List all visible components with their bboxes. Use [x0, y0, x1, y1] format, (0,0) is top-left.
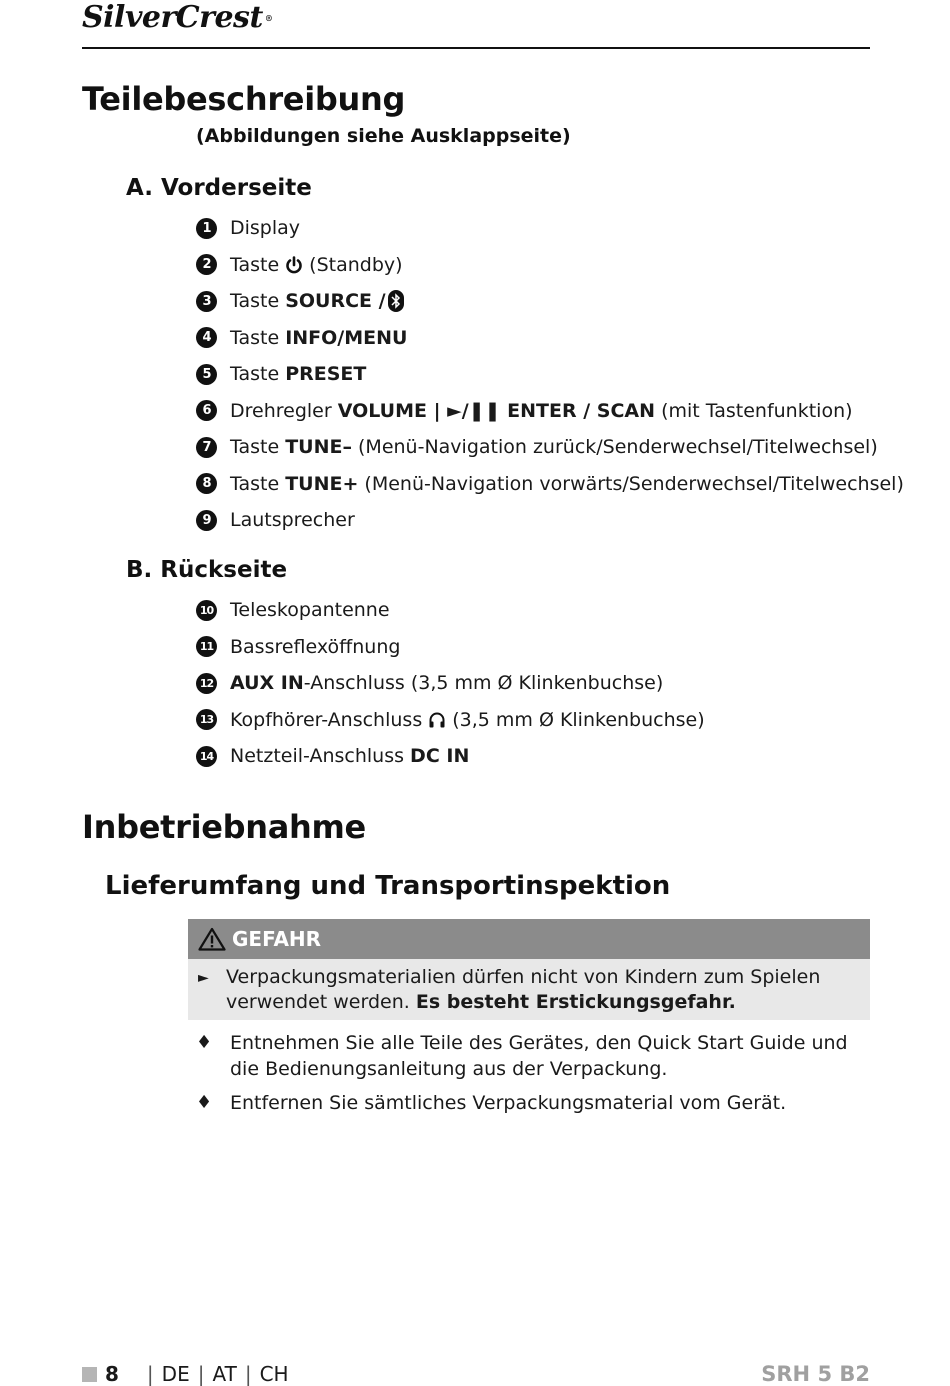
item-number: 1 [196, 218, 217, 239]
warning-emphasis: Es besteht Erstickungsgefahr. [415, 991, 736, 1013]
list-item [196, 738, 705, 775]
divider: | [244, 1362, 252, 1386]
item-text: Taste [230, 253, 280, 276]
model-number: SRH 5 B2 [761, 1362, 870, 1386]
list-item [196, 592, 705, 629]
item-bold: DC IN [410, 745, 470, 768]
page-marker-icon [82, 1367, 97, 1382]
item-text: Teleskopantenne [230, 599, 390, 622]
list-item [196, 702, 705, 739]
warning-label: GEFAHR [232, 927, 322, 951]
headphone-icon [428, 711, 446, 729]
item-bold: SOURCE / [285, 290, 386, 313]
front-heading: A. Vorderseite [126, 175, 312, 201]
item-number: 3 [196, 291, 217, 312]
item-text: Netzteil-Anschluss [230, 745, 411, 768]
item-text: Display [230, 217, 301, 240]
item-number: 12 [196, 673, 217, 694]
item-number: 10 [196, 600, 217, 621]
item-number: 2 [196, 254, 217, 275]
item-suffix: (Menü-Navigation vorwärts/Senderwechsel/Titelwechsel) [358, 472, 904, 495]
warning-text [226, 965, 860, 1020]
bluetooth-icon [388, 290, 404, 312]
item-number: 7 [196, 437, 217, 458]
list-item [196, 210, 904, 247]
item-number: 11 [196, 636, 217, 657]
item-number: 6 [196, 400, 217, 421]
back-parts-list [196, 592, 705, 775]
item-text: Drehregler [230, 399, 338, 422]
item-text: Kopfhörer-Anschluss [230, 708, 423, 731]
diamond-bullet-icon: ♦ [196, 1032, 213, 1053]
item-number: 5 [196, 364, 217, 385]
list-item [196, 247, 904, 284]
item-text: Taste [230, 290, 286, 313]
list-item [196, 502, 904, 539]
power-icon [285, 256, 303, 274]
item-text: Taste [230, 363, 286, 386]
item-suffix: -Anschluss (3,5 mm Ø Klinkenbuchse) [303, 672, 664, 695]
item-number: 4 [196, 327, 217, 348]
footer-page-info [82, 1362, 289, 1386]
brand-logo [82, 0, 272, 36]
warning-header [188, 919, 870, 959]
instruction-list [196, 1030, 876, 1124]
list-item [196, 356, 904, 393]
brand-name: SilverCrest [82, 0, 263, 35]
country-code: AT [212, 1362, 237, 1386]
item-bold: AUX IN [230, 672, 304, 695]
item-number: 9 [196, 510, 217, 531]
list-item [196, 665, 705, 702]
item-number: 8 [196, 473, 217, 494]
back-heading: B. Rückseite [126, 557, 288, 583]
list-item [196, 393, 904, 430]
list-item [196, 1030, 876, 1082]
item-bold: VOLUME | ►/❚❚ ENTER / SCAN [337, 399, 656, 422]
section-title-parts: Teilebeschreibung [82, 80, 406, 118]
item-suffix: (mit Tastenfunktion) [655, 399, 853, 422]
list-item [196, 1090, 876, 1116]
item-bold: INFO/MENU [285, 326, 408, 349]
item-text: Taste [230, 436, 286, 459]
country-code: DE [161, 1362, 190, 1386]
divider: | [146, 1362, 154, 1386]
item-suffix: (Standby) [309, 253, 403, 276]
item-suffix: (3,5 mm Ø Klinkenbuchse) [452, 708, 705, 731]
list-item [196, 320, 904, 357]
front-parts-list [196, 210, 904, 539]
arrow-bullet-icon: ► [198, 970, 209, 986]
item-text: Bassreflexöffnung [230, 635, 401, 658]
instruction-text: Entfernen Sie sämtliches Verpackungsmaterial vom Gerät. [230, 1092, 787, 1114]
warning-body [188, 959, 870, 1020]
list-item [196, 429, 904, 466]
registered-mark: ® [264, 13, 273, 23]
item-bold: TUNE+ [285, 472, 359, 495]
instruction-text: Entnehmen Sie alle Teile des Gerätes, den Quick Start Guide und die Bedienungsanleitung aus der Verpackung. [230, 1032, 848, 1080]
item-number: 13 [196, 709, 217, 730]
figure-note: (Abbildungen siehe Ausklappseite) [196, 125, 571, 147]
item-text: Lautsprecher [230, 509, 355, 532]
item-suffix: (Menü-Navigation zurück/Senderwechsel/Titelwechsel) [351, 436, 878, 459]
warning-message: Verpackungsmaterialien dürfen nicht von Kindern zum Spielen verwendet werden. [226, 966, 827, 1013]
item-number: 14 [196, 746, 217, 767]
item-bold: TUNE– [285, 436, 352, 459]
header-rule [82, 47, 870, 49]
item-text: Taste [230, 472, 286, 495]
item-bold: PRESET [285, 363, 367, 386]
divider: | [197, 1362, 205, 1386]
subsection-title: Lieferumfang und Transportinspektion [105, 871, 671, 901]
page-number: 8 [105, 1362, 119, 1386]
warning-triangle-icon [198, 927, 226, 951]
list-item [196, 629, 705, 666]
list-item [196, 466, 904, 503]
diamond-bullet-icon: ♦ [196, 1092, 213, 1113]
section-title-setup: Inbetriebnahme [82, 808, 366, 846]
list-item [196, 283, 904, 320]
item-text: Taste [230, 326, 286, 349]
country-code: CH [259, 1362, 289, 1386]
